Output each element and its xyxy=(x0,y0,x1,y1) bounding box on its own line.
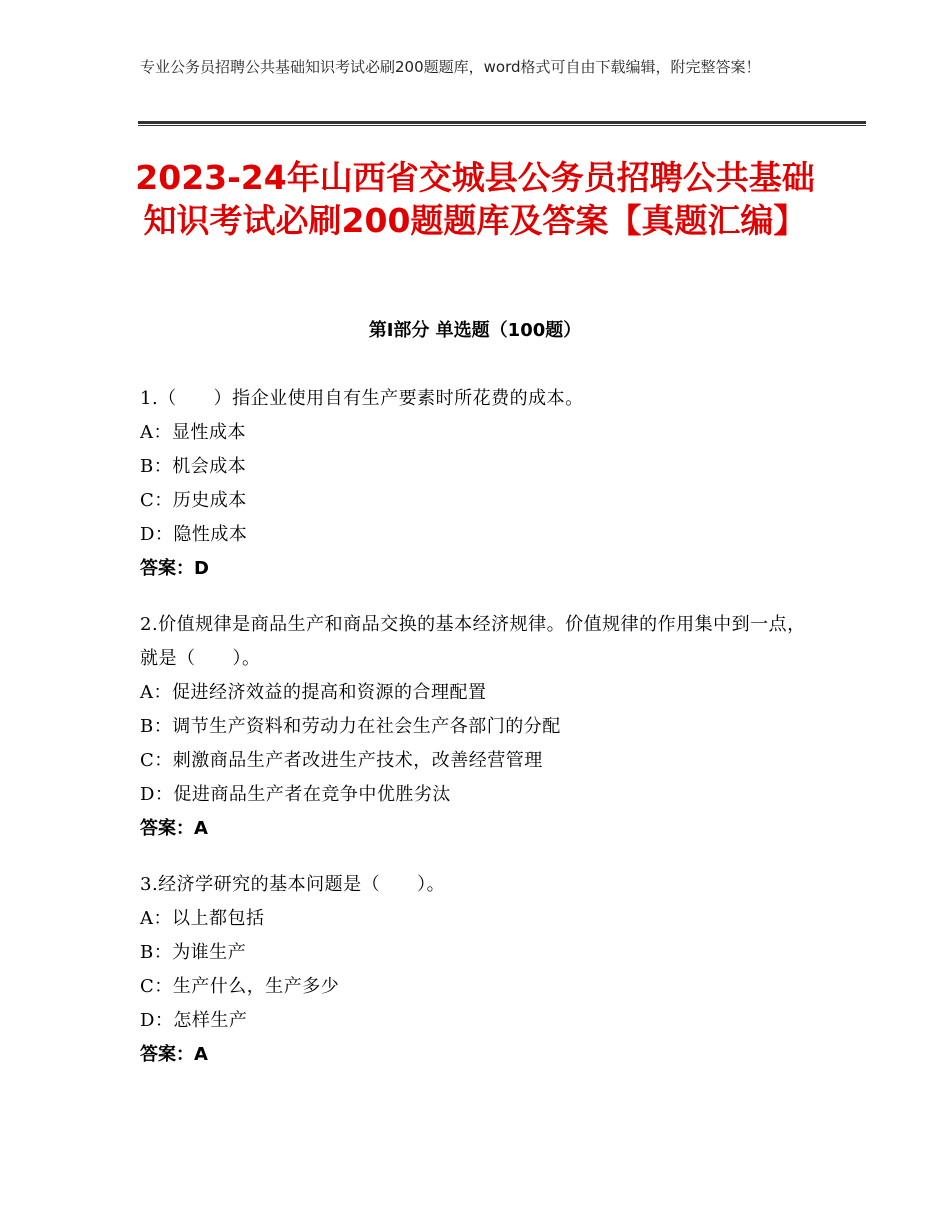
option-d: D：怎样生产 xyxy=(140,1010,248,1031)
option-d: D：隐性成本 xyxy=(140,524,248,545)
document-title: 2023-24年山西省交城县公务员招聘公共基础知识考试必刷200题题库及答案【真题汇编】 xyxy=(135,158,815,240)
question-stem: 3.经济学研究的基本问题是（ ）。 xyxy=(140,874,446,895)
option-a: A：显性成本 xyxy=(140,422,246,443)
question-list xyxy=(140,382,820,1094)
option-d: D：促进商品生产者在竞争中优胜劣汰 xyxy=(140,784,451,805)
answer-line: 答案：A xyxy=(140,1044,208,1065)
option-a: A：促进经济效益的提高和资源的合理配置 xyxy=(140,682,487,703)
page-header: 专业公务员招聘公共基础知识考试必刷200题题库，word格式可自由下载编辑，附完整答案！ xyxy=(140,58,761,76)
option-b: B：为谁生产 xyxy=(140,942,247,963)
option-a: A：以上都包括 xyxy=(140,908,265,929)
option-c: C：生产什么，生产多少 xyxy=(140,976,340,997)
section-title: 第Ⅰ部分 单选题（100题） xyxy=(368,320,582,341)
option-b: B：机会成本 xyxy=(140,456,247,477)
option-c: C：历史成本 xyxy=(140,490,247,511)
question-stem: 2.价值规律是商品生产和商品交换的基本经济规律。价值规律的作用集中到一点，就是（ ）。 xyxy=(140,614,806,669)
answer-line: 答案：D xyxy=(140,558,209,579)
question-2 xyxy=(140,608,820,846)
question-1 xyxy=(140,382,820,586)
option-c: C：刺激商品生产者改进生产技术，改善经营管理 xyxy=(140,750,543,771)
question-stem: 1.（ ）指企业使用自有生产要素时所花费的成本。 xyxy=(140,388,584,409)
question-3 xyxy=(140,868,820,1072)
answer-line: 答案：A xyxy=(140,818,208,839)
option-b: B：调节生产资料和劳动力在社会生产各部门的分配 xyxy=(140,716,561,737)
header-divider xyxy=(138,121,866,126)
